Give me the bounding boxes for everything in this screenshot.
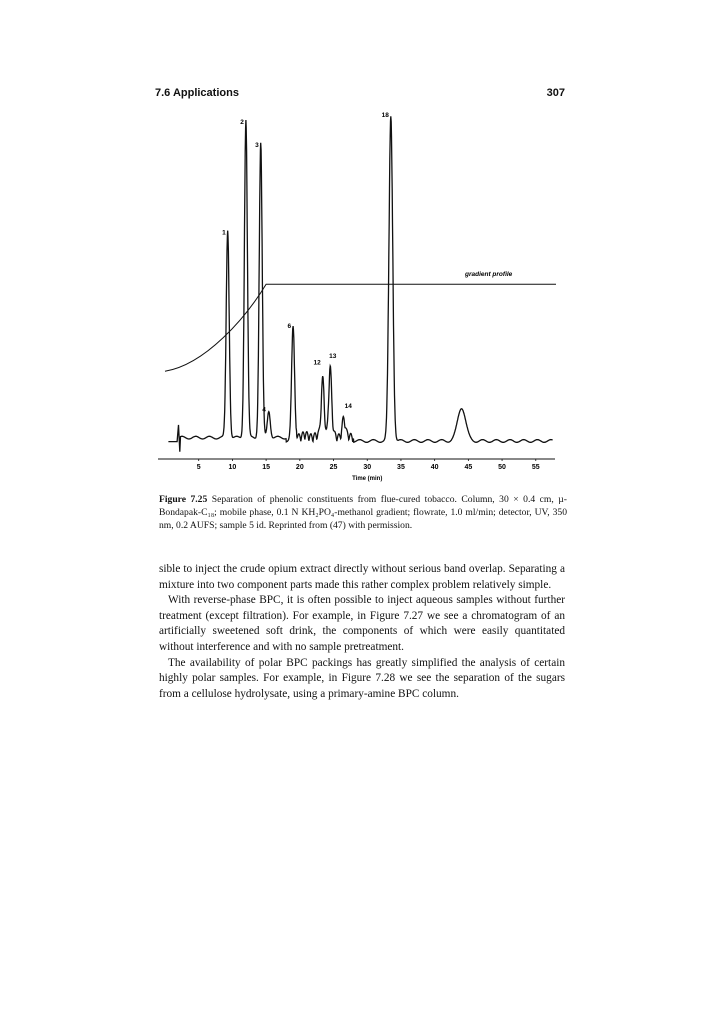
x-tick-label: 55 <box>531 464 540 471</box>
paragraph: sible to inject the crude opium extract directly without serious band overlap. Separating a mixture into two component parts made this rather complex problem relatively simple. <box>159 563 565 591</box>
x-axis-label: Time (min) <box>352 476 383 482</box>
paragraph: The availability of polar BPC packings has greatly simplified the analysis of certain highly polar samples. For example, in Figure 7.28 we see the separation of the sugars from a cellulose hydrolysate, using a primary-amine BPC column. <box>159 656 565 700</box>
x-tick-label: 30 <box>363 464 372 471</box>
figure-label: Figure 7.25 <box>159 494 208 505</box>
chromatogram-figure <box>150 100 560 490</box>
x-tick-label: 5 <box>196 464 201 471</box>
peak-label: 13 <box>329 352 337 360</box>
caption-text: Separation of phenolic constituents from flue-cured tobacco. Column, 30 × 0.4 cm, µ-Bondapak-C₁₈; mobile phase, 0.1 N KH₂PO₄-methanol gradient; flowrate, 1.0 ml/min; detector, UV, 350 nm, 0.2 AUFS; sample 5 id. Reprinted from (47) with permission. <box>159 494 567 531</box>
peak-label: 12 <box>313 359 321 367</box>
figure-caption <box>159 493 567 532</box>
peak-label: 2 <box>240 118 244 126</box>
gradient-profile-line <box>165 284 556 371</box>
x-ticks <box>197 459 540 471</box>
x-tick-label: 10 <box>228 464 237 471</box>
section-title: 7.6 Applications <box>155 87 239 99</box>
peak-label: 18 <box>381 112 389 120</box>
peak-label: 4 <box>262 406 266 414</box>
x-tick-label: 45 <box>464 464 473 471</box>
x-tick-label: 15 <box>262 464 271 471</box>
peak-label: 3 <box>255 142 259 150</box>
paragraph: With reverse-phase BPC, it is often possible to inject aqueous samples without further treatment (except filtration). For example, in Figure 7.27 we see a chromatogram of an artificially sweetened soft drink, the components of which were easily quantitated without interference and with no sample pretreatment. <box>159 594 565 653</box>
x-tick-label: 50 <box>498 464 506 471</box>
x-tick-label: 20 <box>295 464 304 471</box>
x-tick-label: 35 <box>397 464 405 471</box>
peak-label: 14 <box>344 403 352 411</box>
body-text <box>159 562 565 702</box>
x-tick-label: 25 <box>329 464 338 471</box>
peak-label: 1 <box>222 229 226 237</box>
page-number: 307 <box>546 87 565 99</box>
x-tick-label: 40 <box>430 464 439 471</box>
gradient-profile-label: gradient profile <box>464 270 513 278</box>
peak-label: 6 <box>287 323 292 331</box>
